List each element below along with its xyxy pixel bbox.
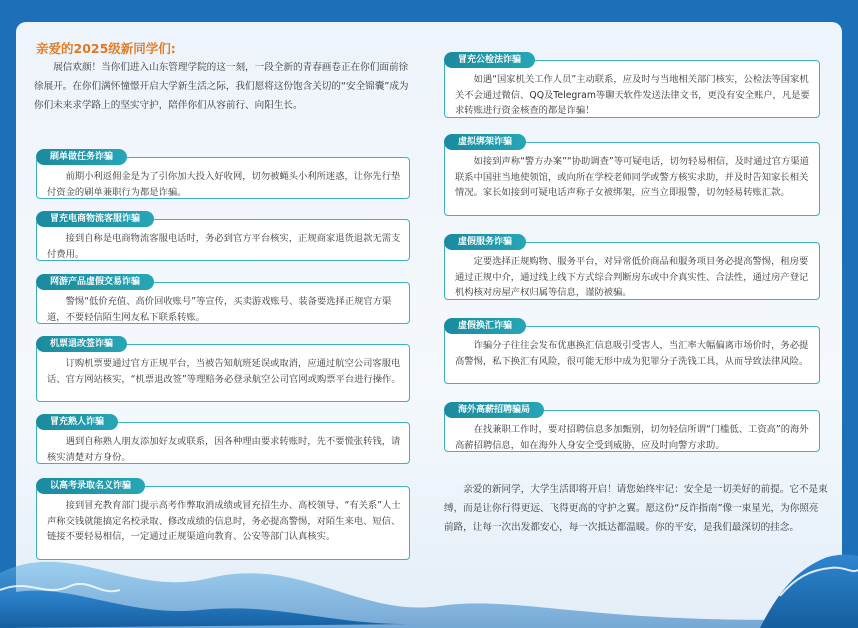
- section-body: 在找兼职工作时，要对招聘信息多加甄别，切勿轻信所谓“门槛低、工资高”的海外高薪招聘信息，如在海外人身安全受到威胁，应及时向警方求助。: [444, 410, 820, 452]
- section-title: 以高考录取名义诈骗: [36, 478, 145, 494]
- section-body: 定要选择正规购物、服务平台，对异常低价商品和服务项目务必提高警惕，租房要通过正规中介，通过线上线下方式综合判断房东或中介真实性、合法性，通过房产登记机构核对房屋产权归属等信息，谨防被骗。: [444, 242, 820, 300]
- section-title: 海外高薪招聘骗局: [444, 402, 544, 418]
- flyer-page: [16, 22, 842, 628]
- section-body: 如接到声称“警方办案”“协助调查”等可疑电话，切勿轻易相信，及时通过官方渠道联系中国驻当地使领馆，或向所在学校老师同学或警方核实求助，并及时告知家长相关情况。家长如接到可疑电话声称子女被绑架，应当立即报警，切勿轻易转账汇款。: [444, 142, 820, 216]
- section-title: 刷单做任务诈骗: [36, 149, 127, 165]
- section-body: 警惕“低价充值、高价回收账号”等宣传，买卖游戏账号、装备要选择正规官方渠道，不要轻信陌生网友私下联系转账。: [36, 282, 410, 324]
- section-title: 虚假服务诈骗: [444, 234, 526, 250]
- section-title: 冒充熟人诈骗: [36, 414, 118, 430]
- section-title: 虚假换汇诈骗: [444, 318, 526, 334]
- section-title: 冒充公检法诈骗: [444, 52, 535, 68]
- section-body: 诈骗分子往往会发布优惠换汇信息吸引受害人，当汇率大幅偏离市场价时，务必提高警惕，私下换汇有风险，很可能无形中成为犯罪分子洗钱工具，从而导致法律风险。: [444, 326, 820, 384]
- greeting-heading: 亲爱的2025级新同学们:: [36, 41, 176, 56]
- section-body: 遇到自称熟人朋友添加好友或联系，因各种理由要求转账时，先不要慌张转钱，请核实清楚对方身份。: [36, 422, 410, 464]
- section-title: 机票退改签诈骗: [36, 336, 127, 352]
- section-title: 冒充电商物流客服诈骗: [36, 211, 154, 227]
- section-title: 网游产品虚假交易诈骗: [36, 274, 154, 290]
- closing-paragraph: 亲爱的新同学，大学生活即将开启！请您始终牢记：安全是一切美好的前提。它不是束缚，而是让你行得更远、飞得更高的守护之翼。愿这份“反诈指南”像一束星光，为你照亮前路，让每一次出发都安心，每一次抵达都温暖。你的平安，是我们最深切的挂念。: [444, 484, 828, 533]
- section-title: 虚拟绑架诈骗: [444, 134, 526, 150]
- section-body: 接到冒充教育部门提示高考作弊取消成绩或冒充招生办、高校领导、“有关系”人士声称交钱就能搞定名校录取、修改成绩的信息时，务必提高警惕，对陌生来电、短信、链接不要轻易相信，一定通过正规渠道向教育、公安等部门认真核实。: [36, 486, 410, 560]
- section-body: 订购机票要通过官方正规平台，当被告知航班延误或取消，应通过航空公司客服电话、官方网站核实，“机票退改签”等理赔务必登录航空公司官网或购票平台进行操作。: [36, 344, 410, 402]
- section-body: 接到自称是电商物流客服电话时，务必到官方平台核实，正规商家退货退款无需支付费用。: [36, 219, 410, 261]
- intro-paragraph: 展信欢颜！当你们进入山东管理学院的这一刻，一段全新的青春画卷正在你们面前徐徐展开。在你们满怀憧憬开启大学新生活之际，我们愿将这份饱含关切的“安全锦囊”成为你们未来求学路上的坚实守护，陪伴你们从容前行、向阳生长。: [34, 62, 409, 111]
- section-body: 前期小利返佣金是为了引你加大投入好收网，切勿被蝇头小利所迷惑，让你先行垫付资金的刷单兼职行为都是诈骗。: [36, 157, 410, 199]
- section-body: 如遇“国家机关工作人员”主动联系，应及时与当地相关部门核实，公检法等国家机关不会通过微信、QQ及Telegram等聊天软件发送法律文书，更没有安全账户，凡是要求转账进行资金核查的都是诈骗！: [444, 60, 820, 118]
